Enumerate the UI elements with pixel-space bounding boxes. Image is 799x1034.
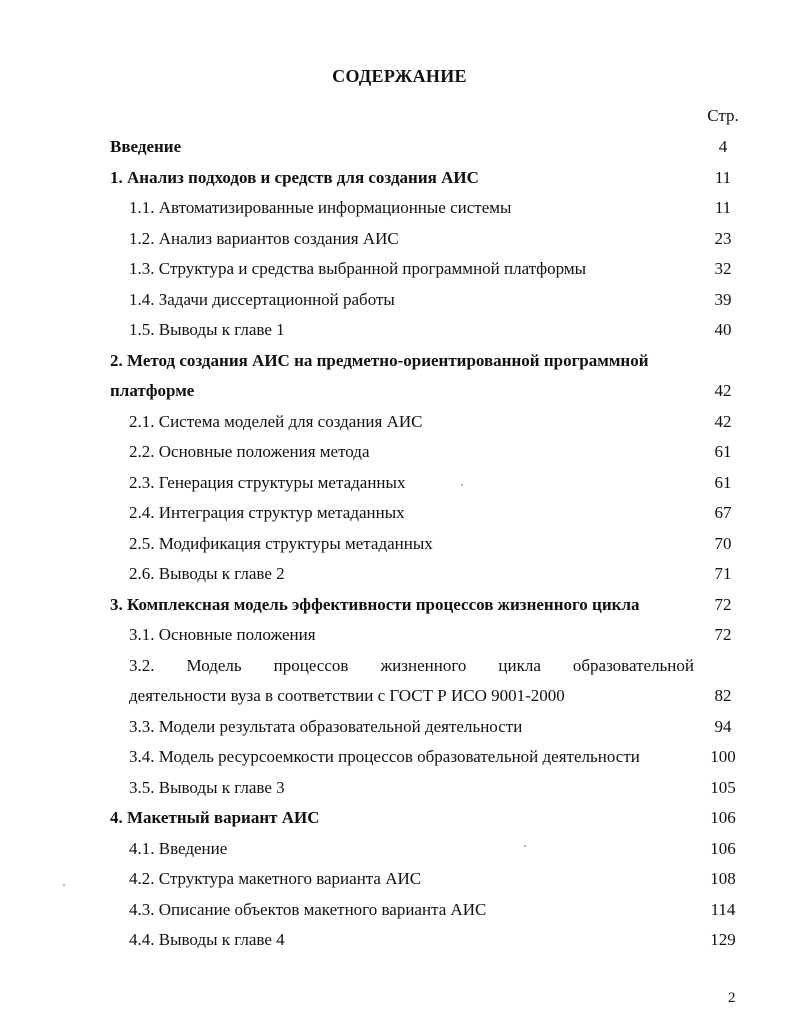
toc-entry-title: 2.6. Выводы к главе 2 <box>129 564 285 583</box>
toc-entry-title: 3.3. Модели результата образовательной деятельности <box>129 716 523 736</box>
toc-entry-page: 72 <box>714 625 732 644</box>
toc-entry-2-2 <box>0 438 799 468</box>
toc-entry-page: 94 <box>714 716 732 736</box>
toc-entry-page: 39 <box>714 289 732 309</box>
toc-entry-3-1 <box>0 621 799 651</box>
toc-entry-chapter-2-cont <box>0 377 799 407</box>
toc-entry-4-1 <box>0 835 799 865</box>
toc-entry-title: 3. Комплексная модель эффективности процессов жизненного цикла <box>110 594 640 614</box>
toc-word: жизненного <box>380 655 467 675</box>
toc-entry-2-3 <box>0 469 799 499</box>
toc-word: 3.2. <box>129 655 155 675</box>
toc-entry-chapter-3 <box>0 591 799 621</box>
toc-entry-2-5 <box>0 530 799 560</box>
toc-entry-chapter-2 <box>0 347 799 377</box>
toc-entry-page: 105 <box>710 777 736 797</box>
toc-entry-page: 106 <box>710 808 736 827</box>
toc-entry-title: 2.1. Система моделей для создания АИС <box>129 411 423 431</box>
toc-entry-page: 23 <box>714 228 732 248</box>
toc-entry-title: 4. Макетный вариант АИС <box>110 808 320 827</box>
toc-entry-title: Введение <box>110 137 182 156</box>
toc-entry-title: 3.4. Модель ресурсоемкости процессов образовательной деятельности <box>129 747 640 766</box>
toc-entry-page: 114 <box>710 899 736 919</box>
toc-word: цикла <box>498 655 541 675</box>
toc-entry-title: платформе <box>110 381 195 400</box>
toc-entry-1-3 <box>0 255 799 285</box>
toc-entry-title <box>129 656 694 676</box>
toc-entry-4-4 <box>0 926 799 956</box>
toc-entry-page: 129 <box>710 930 736 949</box>
toc-entry-1-2 <box>0 225 799 255</box>
toc-entry-1-5 <box>0 316 799 346</box>
toc-entry-page: 61 <box>714 472 732 492</box>
scan-speck <box>63 884 65 886</box>
toc-entry-title: деятельности вуза в соответствии с ГОСТ Р ИСО 9001-2000 <box>129 686 565 705</box>
toc-word: образовательной <box>572 655 694 675</box>
toc-entry-page: 61 <box>714 442 732 461</box>
page-column-label: Стр. <box>707 106 739 125</box>
toc-entry-3-2 <box>0 652 799 682</box>
toc-entry-page: 4 <box>718 137 728 156</box>
toc-entry-3-3 <box>0 713 799 743</box>
toc-entry-1-4 <box>0 286 799 316</box>
toc-entry-4-3 <box>0 896 799 926</box>
toc-entry-page: 106 <box>710 838 736 858</box>
toc-entry-2-4 <box>0 499 799 529</box>
toc-entry-title: 2.4. Интеграция структур метаданных <box>129 503 405 522</box>
scan-speck <box>461 484 463 486</box>
toc-entry-1-1 <box>0 194 799 224</box>
toc-entry-title: 1.5. Выводы к главе 1 <box>129 320 285 339</box>
toc-entry-page: 42 <box>714 411 732 431</box>
toc-entry-3-4 <box>0 743 799 773</box>
toc-entry-page: 108 <box>710 869 736 888</box>
toc-entry-page: 42 <box>714 381 732 400</box>
toc-entry-title: 2.5. Модификация структуры метаданных <box>129 533 433 553</box>
toc-entry-page: 70 <box>714 533 732 553</box>
toc-word: процессов <box>273 655 349 675</box>
toc-entry-title: 1.2. Анализ вариантов создания АИС <box>129 228 399 248</box>
toc-entry-title: 4.3. Описание объектов макетного варианта АИС <box>129 899 487 919</box>
toc-entry-title: 3.5. Выводы к главе 3 <box>129 777 285 797</box>
toc-entry-chapter-4 <box>0 804 799 834</box>
toc-entry-page: 11 <box>714 198 732 217</box>
toc-entry-page: 100 <box>710 747 736 766</box>
toc-entry-title: 2.2. Основные положения метода <box>129 442 370 461</box>
toc-entry-title: 1. Анализ подходов и средств для создания АИС <box>110 167 479 187</box>
toc-entry-title: 1.3. Структура и средства выбранной программной платформы <box>129 259 587 278</box>
toc-entry-page: 72 <box>714 594 732 614</box>
toc-entry-3-2-cont <box>0 682 799 712</box>
toc-entry-page: 40 <box>714 320 732 339</box>
toc-entry-title: 1.1. Автоматизированные информационные системы <box>129 198 512 217</box>
page-number: 2 <box>728 990 736 1006</box>
toc-entry-page: 82 <box>714 686 732 705</box>
toc-entry-page: 71 <box>714 564 732 583</box>
toc-word: Модель <box>186 655 242 675</box>
toc-entry-title: 4.2. Структура макетного варианта АИС <box>129 869 422 888</box>
toc-entry-title: 1.4. Задачи диссертационной работы <box>129 289 395 309</box>
toc-entry-introduction <box>0 133 799 163</box>
toc-entry-title: 4.4. Выводы к главе 4 <box>129 930 285 949</box>
scan-speck <box>524 845 526 847</box>
toc-entry-title: 3.1. Основные положения <box>129 625 316 644</box>
toc-entry-page: 32 <box>714 259 732 278</box>
toc-entry-2-6 <box>0 560 799 590</box>
toc-entry-page: 67 <box>714 503 732 522</box>
toc-entry-title: 2. Метод создания АИС на предметно-ориентированной программной <box>110 350 649 370</box>
toc-entry-4-2 <box>0 865 799 895</box>
toc-entry-2-1 <box>0 408 799 438</box>
toc-entry-title: 2.3. Генерация структуры метаданных <box>129 472 406 492</box>
toc-entry-chapter-1 <box>0 164 799 194</box>
toc-entry-page: 11 <box>714 167 732 187</box>
page-title: СОДЕРЖАНИЕ <box>332 66 467 86</box>
toc-entry-3-5 <box>0 774 799 804</box>
toc-entry-title: 4.1. Введение <box>129 838 228 858</box>
